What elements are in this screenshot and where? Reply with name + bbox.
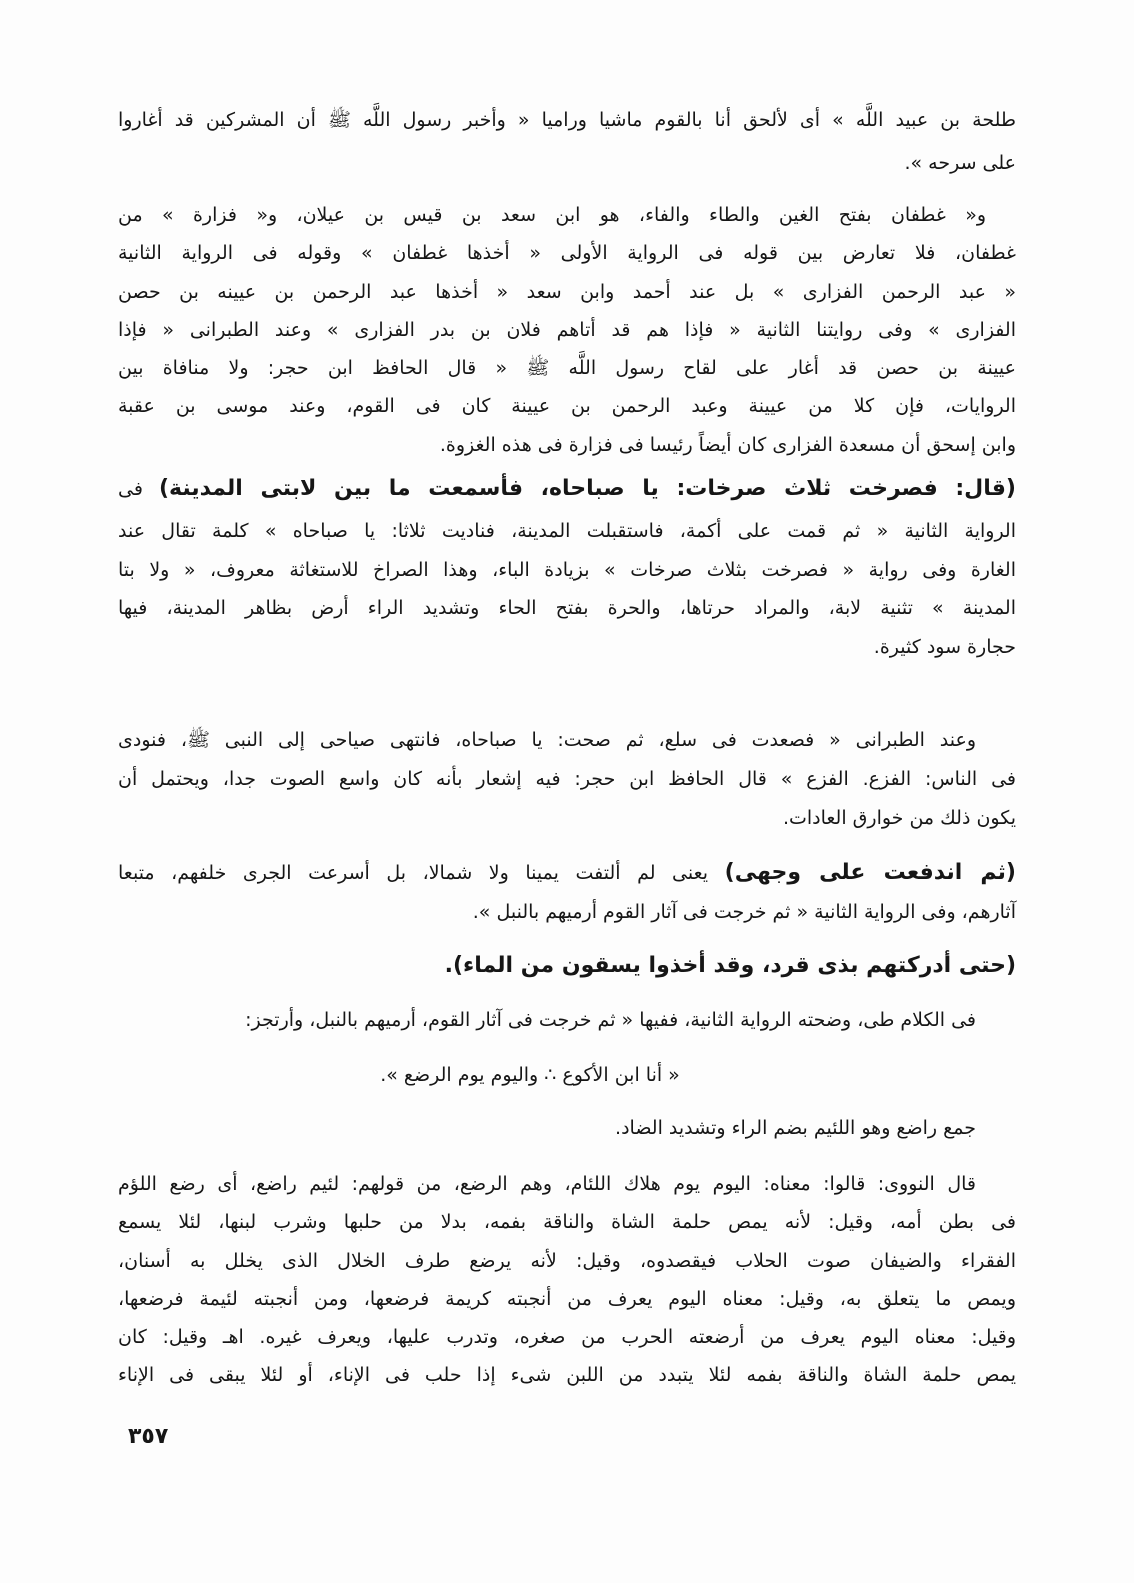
text-line [118,430,1016,460]
body-text: فى الناس: الفزع. الفزع » قال الحافظ ابن حجر: فيه إشعار بأنه كان واسع الصوت جدا، ويحتمل أن [118,768,1016,790]
page-number: ٣٥٧ [128,1424,169,1449]
body-text: على سرحه ». [904,152,1016,174]
text-line [118,1169,1016,1199]
text-line [118,353,1016,383]
body-text: يعنى لم ألتفت يمينا ولا شمالا، بل أسرعت الجرى خلفهم، متبعا [118,862,725,884]
body-text: يكون ذلك من خوارق العادات. [782,807,1016,829]
text-line [118,105,1016,135]
body-text: « أنا ابن الأكوع ∴ واليوم يوم الرضع ». [380,1064,680,1086]
body-text: قال النووى: قالوا: معناه: اليوم يوم هلاك اللئام، وهم الرضع، من قولهم: لئيم راضع، أى رضع اللؤم [118,1173,976,1195]
body-text: الفقراء والضيفان صوت الحلاب فيقصدوه، وقيل: لأنه يرضع طرف الخلال الذى يخلل به أسنان، [118,1250,1016,1272]
text-line [118,277,1016,307]
body-text: فى بطن أمه، وقيل: لأنه يمص حلمة الشاة والناقة بفمه، بدلا من حلبها وشرب لبنها، لئلا يسمع [118,1211,1016,1233]
body-text: ويمص ما يتعلق به، وقيل: معناه اليوم يعرف من أنجبته كريمة فرضعها، ومن أنجبته لئيمة فرضعها، [118,1288,1016,1310]
body-text: غطفان، فلا تعارض بين قوله فى الرواية الأولى « أخذها غطفان » وقوله فى الرواية الثانية [118,242,1016,264]
heading-text: (حتى أدركتهم بذى قرد، وقد أخذوا يسقون من الماء). [444,953,1016,978]
text-line [118,555,1016,585]
body-text: عيينة بن حصن قد أغار على لقاح رسول اللَّه ﷺ « قال الحافظ ابن حجر: ولا منافاة بين [118,357,1016,379]
body-text: وابن إسحق أن مسعدة الفزارى كان أيضاً رئيسا فى فزارة فى هذه الغزوة. [439,434,1016,456]
text-line [118,474,1016,504]
text-line [118,1284,1016,1314]
text-line [118,238,1016,268]
text-line [118,148,1016,178]
text-line [320,1060,740,1090]
text-line [118,951,1016,981]
body-text: وقيل: معناه اليوم يعرف من أرضعته الحرب من صغره، وتدرب عليها، ويعرف غيره. اهـ وقيل: كان [118,1326,1016,1348]
body-text: فى الكلام طى، وضحته الرواية الثانية، ففيها « ثم خرجت فى آثار القوم، أرميهم بالنبل، وأرتجز: [245,1009,976,1031]
text-line [118,1207,1016,1237]
heading-text: (ثم اندفعت على وجهى) [724,860,1016,885]
text-line [118,391,1016,421]
body-text: الفزارى » وفى روايتنا الثانية « فإذا هم قد أتاهم فلان بن بدر الفزارى » وعند الطبرانى « فإذا [118,319,1016,341]
text-line [118,764,1016,794]
body-text: المدينة » تثنية لابة، والمراد حرتاها، والحرة بفتح الحاء وتشديد الراء أرض بظاهر المدينة، فيها [118,597,1016,619]
text-line [118,1360,1016,1390]
text-line [118,803,1016,833]
body-text: يمص حلمة الشاة والناقة بفمه لئلا يتبدد من اللبن شىء إذا حلب فى الإناء، أو لئلا يبقى فى الإناء [118,1364,1016,1386]
text-line [118,315,1016,345]
body-text: طلحة بن عبيد اللَّه » أى لألحق أنا بالقوم ماشيا وراميا « وأخبر رسول اللَّه ﷺ أن المشركين قد أغاروا [118,109,1016,131]
body-text: فى [118,478,159,500]
text-line [118,1246,1016,1276]
body-text: حجارة سود كثيرة. [873,636,1016,658]
text-line [118,593,1016,623]
body-text: الروايات، فإن كلا من عيينة وعبد الرحمن بن عيينة كان فى القوم، وعند موسى بن عقبة [118,395,1016,417]
text-line [118,1113,1016,1143]
text-line [118,632,1016,662]
text-line [118,725,1016,755]
text-line [118,200,1016,230]
body-text: وعند الطبرانى « فصعدت فى سلع، ثم صحت: يا صباحاه، فانتهى صياحى إلى النبى ﷺ، فنودى [118,729,976,751]
body-text: و« غطفان بفتح الغين والطاء والفاء، هو ابن سعد بن قيس بن عيلان، و« فزارة » من [118,204,986,226]
body-text: آثارهم، وفى الرواية الثانية « ثم خرجت فى آثار القوم أرميهم بالنبل ». [472,901,1016,923]
body-text: « عبد الرحمن الفزارى » بل عند أحمد وابن سعد « أخذها عبد الرحمن بن عيينه بن حصن [118,281,1016,303]
text-line [118,516,1016,546]
body-text: الغارة وفى رواية « فصرخت بثلاث صرخات » بزيادة الباء، وهذا الصراخ للاستغاثة معروف، « ولا بتا [118,559,1016,581]
text-line [118,1322,1016,1352]
text-line [118,1005,1016,1035]
heading-text: (قال: فصرخت ثلاث صرخات: يا صباحاه، فأسمعت ما بين لابتى المدينة) [158,476,1016,501]
body-text: جمع راضع وهو اللئيم بضم الراء وتشديد الضاد. [615,1117,976,1139]
text-line [118,897,1016,927]
text-line [118,858,1016,888]
body-text: الرواية الثانية « ثم قمت على أكمة، فاستقبلت المدينة، فناديت ثلاثا: يا صباحاه » كلمة تقال عند [118,520,1016,542]
